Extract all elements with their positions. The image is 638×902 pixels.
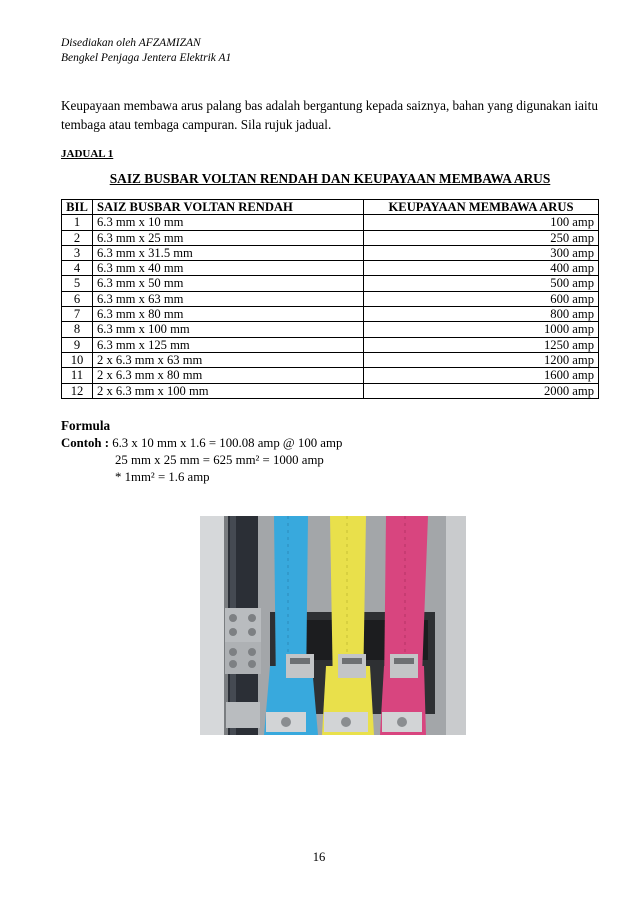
table-row xyxy=(62,245,599,260)
formula-example-label: Contoh : xyxy=(61,436,109,450)
cell-keupayaan: 400 amp xyxy=(364,261,599,276)
cell-keupayaan: 800 amp xyxy=(364,307,599,322)
table-row xyxy=(62,368,599,383)
table-row xyxy=(62,291,599,306)
formula-line-1: 6.3 x 10 mm x 1.6 = 100.08 amp @ 100 amp xyxy=(112,436,343,450)
cell-keupayaan: 600 amp xyxy=(364,291,599,306)
cell-bil: 10 xyxy=(62,352,93,367)
page-number: 16 xyxy=(312,850,326,864)
cell-saiz: 6.3 mm x 10 mm xyxy=(93,215,364,230)
cell-keupayaan: 1250 amp xyxy=(364,337,599,352)
cell-saiz: 6.3 mm x 63 mm xyxy=(93,291,364,306)
header-course: Bengkel Penjaga Jentera Elektrik A1 xyxy=(61,52,232,64)
cell-saiz: 6.3 mm x 100 mm xyxy=(93,322,364,337)
cell-saiz: 2 x 6.3 mm x 80 mm xyxy=(93,368,364,383)
table-row xyxy=(62,352,599,367)
table-label: JADUAL 1 xyxy=(61,148,114,160)
table-row xyxy=(62,307,599,322)
formula-title: Formula xyxy=(61,418,111,433)
cell-bil: 7 xyxy=(62,307,93,322)
cell-keupayaan: 500 amp xyxy=(364,276,599,291)
cell-bil: 5 xyxy=(62,276,93,291)
cell-keupayaan: 1200 amp xyxy=(364,352,599,367)
table-row xyxy=(62,383,599,398)
intro-paragraph: Keupayaan membawa arus palang bas adalah bergantung kepada saiznya, bahan yang digunakan iaitu tembaga atau tembaga campuran. Sila rujuk jadual. xyxy=(61,98,598,132)
cell-bil: 12 xyxy=(62,383,93,398)
header-author: Disediakan oleh AFZAMIZAN xyxy=(61,37,201,49)
cell-saiz: 6.3 mm x 50 mm xyxy=(93,276,364,291)
table-row xyxy=(62,215,599,230)
header-bil: BIL xyxy=(62,200,93,215)
cell-keupayaan: 1000 amp xyxy=(364,322,599,337)
cell-bil: 3 xyxy=(62,245,93,260)
document-header xyxy=(61,36,231,66)
cell-bil: 11 xyxy=(62,368,93,383)
formula-line-2: 25 mm x 25 mm = 625 mm² = 1000 amp xyxy=(115,453,324,467)
cell-keupayaan: 250 amp xyxy=(364,230,599,245)
formula-line-3: * 1mm² = 1.6 amp xyxy=(115,470,210,484)
header-keupayaan: KEUPAYAAN MEMBAWA ARUS xyxy=(364,200,599,215)
cell-saiz: 6.3 mm x 40 mm xyxy=(93,261,364,276)
cell-keupayaan: 1600 amp xyxy=(364,368,599,383)
cell-keupayaan: 100 amp xyxy=(364,215,599,230)
cell-bil: 6 xyxy=(62,291,93,306)
cell-saiz: 2 x 6.3 mm x 63 mm xyxy=(93,352,364,367)
cell-keupayaan: 2000 amp xyxy=(364,383,599,398)
busbar-photo xyxy=(200,516,466,735)
cell-keupayaan: 300 amp xyxy=(364,245,599,260)
table-row xyxy=(62,276,599,291)
cell-saiz: 6.3 mm x 31.5 mm xyxy=(93,245,364,260)
cell-bil: 4 xyxy=(62,261,93,276)
busbar-photo-icon xyxy=(200,516,466,735)
table-row xyxy=(62,337,599,352)
table-title: SAIZ BUSBAR VOLTAN RENDAH DAN KEUPAYAAN MEMBAWA ARUS xyxy=(109,171,551,186)
cell-bil: 1 xyxy=(62,215,93,230)
busbar-table xyxy=(61,199,599,399)
cell-saiz: 6.3 mm x 80 mm xyxy=(93,307,364,322)
table-header-row xyxy=(62,200,599,215)
header-saiz: SAIZ BUSBAR VOLTAN RENDAH xyxy=(93,200,364,215)
table-row xyxy=(62,322,599,337)
table-row xyxy=(62,230,599,245)
cell-bil: 2 xyxy=(62,230,93,245)
table-row xyxy=(62,261,599,276)
cell-saiz: 2 x 6.3 mm x 100 mm xyxy=(93,383,364,398)
cell-bil: 9 xyxy=(62,337,93,352)
formula-example-line xyxy=(61,436,342,451)
cell-saiz: 6.3 mm x 125 mm xyxy=(93,337,364,352)
cell-bil: 8 xyxy=(62,322,93,337)
cell-saiz: 6.3 mm x 25 mm xyxy=(93,230,364,245)
